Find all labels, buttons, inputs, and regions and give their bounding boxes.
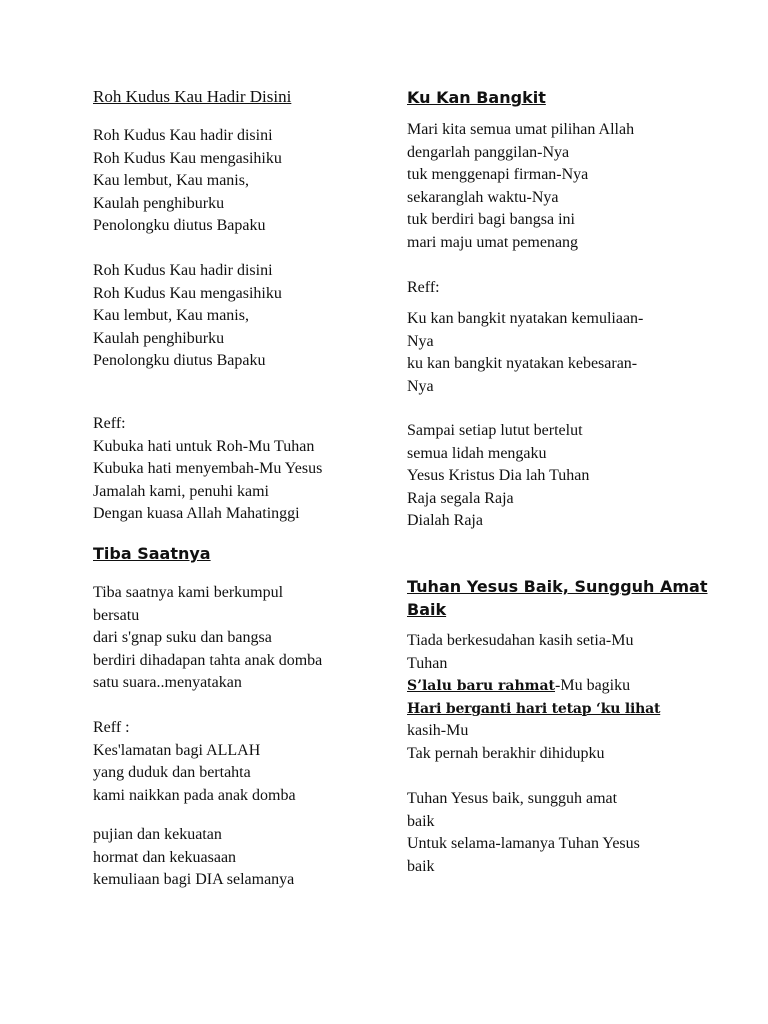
reff-label: Reff: <box>407 279 440 296</box>
lyric-line: Roh Kudus Kau hadir disini <box>93 262 273 279</box>
ku-kan-bangkit-verse <box>407 119 634 254</box>
lyric-line: tuk menggenapi firman-Nya <box>407 166 589 183</box>
lyric-line: Hari berganti hari tetap ‘ku lihat <box>407 700 661 717</box>
lyric-line: satu suara..menyatakan <box>93 674 242 691</box>
lyric-line: dari s'gnap suku dan bangsa <box>93 629 272 646</box>
ku-kan-bangkit-reff-label-block <box>407 277 440 300</box>
lyric-line: semua lidah mengaku <box>407 444 547 462</box>
lyric-line: Nya <box>407 332 434 350</box>
ku-kan-bangkit-ending <box>407 420 589 533</box>
song-title-roh-kudus: Roh Kudus Kau Hadir Disini <box>93 87 292 106</box>
lyric-line: Kaulah penghiburku <box>93 329 225 347</box>
lyric-line: Untuk selama-lamanya Tuhan Yesus <box>407 835 640 852</box>
lyric-line: Tiba saatnya kami berkumpul <box>93 584 284 601</box>
lyric-line: hormat dan kekuasaan <box>93 848 237 866</box>
lyric-line: kami naikkan pada anak domba <box>93 786 296 804</box>
tiba-saatnya-ending <box>93 824 294 892</box>
lyric-line: Dialah Raja <box>407 512 483 529</box>
title-line-1: Tuhan Yesus Baik, Sungguh Amat <box>407 577 708 596</box>
lyric-line: Jamalah kami, penuhi kami <box>93 482 269 500</box>
lyric-line-mixed <box>407 675 660 698</box>
lyric-line: Roh Kudus Kau mengasihiku <box>93 149 282 167</box>
lyric-line: kasih-Mu <box>407 722 469 739</box>
song-title-ku-kan-bangkit: Ku Kan Bangkit <box>407 88 546 107</box>
title-line-2: Baik <box>407 600 447 619</box>
song-title-tiba-saatnya: Tiba Saatnya <box>93 544 211 563</box>
lyric-line: baik <box>407 812 435 830</box>
lyric-line: Dengan kuasa Allah Mahatinggi <box>93 505 300 522</box>
lyric-line: Penolongku diutus Bapaku <box>93 352 266 369</box>
lyric-line: dengarlah panggilan-Nya <box>407 143 570 161</box>
tuhan-yesus-baik-verse <box>407 630 660 765</box>
lyric-line: sekaranglah waktu-Nya <box>407 188 559 206</box>
lyric-line: Tiada berkesudahan kasih setia-Mu <box>407 632 634 649</box>
lyric-line: Kaulah penghiburku <box>93 194 225 212</box>
lyric-line: bersatu <box>93 606 140 624</box>
lyric-line: Penolongku diutus Bapaku <box>93 217 266 234</box>
lyric-line: mari maju umat pemenang <box>407 233 579 251</box>
lyric-line: Nya <box>407 377 434 395</box>
lyric-line: Sampai setiap lutut bertelut <box>407 422 583 439</box>
reff-label: Reff : <box>93 719 130 736</box>
tiba-saatnya-verse <box>93 582 322 695</box>
lyric-line: Raja segala Raja <box>407 489 514 507</box>
lyric-line: Mari kita semua umat pilihan Allah <box>407 121 635 138</box>
lyric-line: Tak pernah berakhir dihidupku <box>407 744 605 762</box>
lyric-fragment: S’lalu baru rahmat <box>407 678 556 694</box>
lyric-line: Roh Kudus Kau mengasihiku <box>93 284 282 302</box>
lyric-line: Kau lembut, Kau manis, <box>93 172 249 189</box>
ku-kan-bangkit-reff <box>407 308 643 398</box>
lyric-line: berdiri dihadapan tahta anak domba <box>93 651 323 669</box>
lyric-line: Roh Kudus Kau hadir disini <box>93 127 273 144</box>
roh-kudus-verse-1 <box>93 125 282 238</box>
lyric-line: Kubuka hati menyembah-Mu Yesus <box>93 460 323 477</box>
roh-kudus-verse-2 <box>93 260 282 373</box>
lyric-line: kemuliaan bagi DIA selamanya <box>93 871 295 888</box>
lyric-line: Kubuka hati untuk Roh-Mu Tuhan <box>93 437 315 455</box>
lyric-fragment: -Mu bagiku <box>555 677 631 694</box>
roh-kudus-reff <box>93 413 322 526</box>
tuhan-yesus-baik-chorus <box>407 788 640 878</box>
lyric-line: pujian dan kekuatan <box>93 826 222 843</box>
reff-label: Reff: <box>93 415 126 432</box>
lyric-line: tuk berdiri bagi bangsa ini <box>407 211 575 228</box>
lyric-line: Tuhan <box>407 654 448 672</box>
song-title-tuhan-yesus-baik <box>407 575 708 621</box>
lyric-line: Yesus Kristus Dia lah Tuhan <box>407 467 590 484</box>
lyric-line: Ku kan bangkit nyatakan kemuliaan- <box>407 310 644 327</box>
lyric-line: Tuhan Yesus baik, sungguh amat <box>407 790 618 807</box>
tiba-saatnya-reff <box>93 717 296 807</box>
lyric-line: Kau lembut, Kau manis, <box>93 307 249 324</box>
lyric-line: Kes'lamatan bagi ALLAH <box>93 741 261 759</box>
lyric-line: yang duduk dan bertahta <box>93 764 251 781</box>
lyric-line: ku kan bangkit nyatakan kebesaran- <box>407 355 638 372</box>
lyric-line: baik <box>407 857 435 875</box>
